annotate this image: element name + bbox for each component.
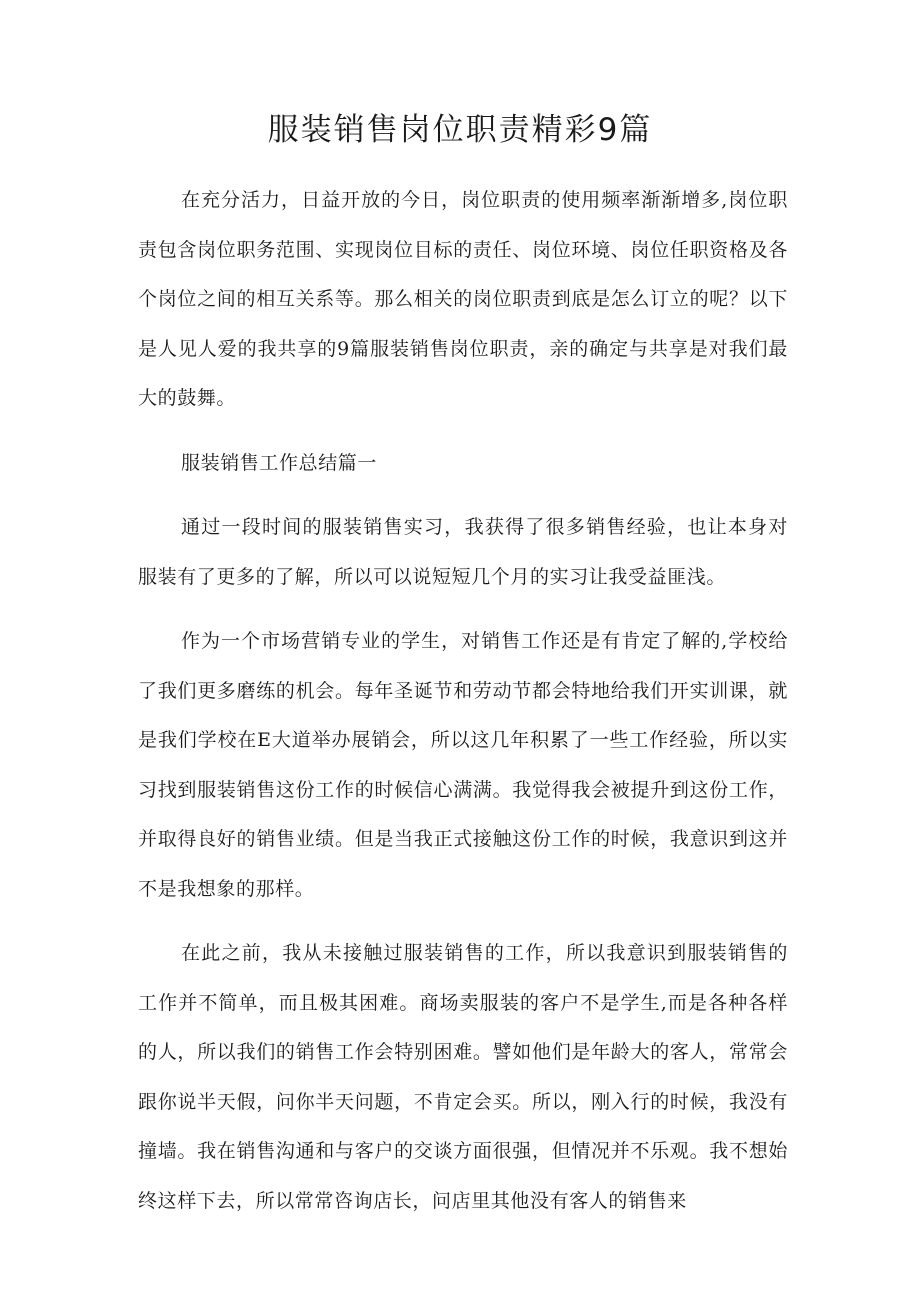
section-heading: 服装销售工作总结篇一	[181, 451, 378, 474]
paragraph-gap	[138, 488, 788, 503]
intro-paragraph: 在充分活力，日益开放的今日，岗位职责的使用频率渐渐增多,岗位职责包含岗位职务范围、实现岗位目标的责任、岗位环境、岗位任职资格及各个岗位之间的相互关系等。那么相关的岗位职责到底是怎么订立的呢？以下是人见人爱的我共享的9篇服装销售岗位职责，亲的确定与共享是对我们最大的鼓舞。	[138, 189, 788, 409]
body-paragraph-2: 作为一个市场营销专业的学生，对销售工作还是有肯定了解的,学校给了我们更多磨练的机会。每年圣诞节和劳动节都会特地给我们开实训课，就是我们学校在E大道举办展销会，所以这几年积累了一些工作经验，所以实习找到服装销售这份工作的时候信心满满。我觉得我会被提升到这份工作，并取得良好的销售业绩。但是当我正式接触这份工作的时候，我意识到这并不是我想象的那样。	[138, 630, 788, 900]
document-body	[138, 176, 788, 1226]
body-paragraph-3: 在此之前，我从未接触过服装销售的工作，所以我意识到服装销售的工作并不简单，而且极其困难。商场卖服装的客户不是学生,而是各种各样的人，所以我们的销售工作会特别困难。譬如他们是年龄大的客人，常常会跟你说半天假，问你半天问题，不肯定会买。所以，刚入行的时候，我没有撞墙。我在销售沟通和与客户的交谈方面很强，但情况并不乐观。我不想始终这样下去，所以常常咨询店长，问店里其他没有客人的销售来	[138, 942, 788, 1212]
document-title: 服装销售岗位职责精彩9篇	[267, 112, 653, 148]
paragraph-gap	[138, 602, 788, 617]
paragraph-gap	[138, 914, 788, 929]
body-paragraph-1: 通过一段时间的服装销售实习，我获得了很多销售经验，也让本身对服装有了更多的了解，所以可以说短短几个月的实习让我受益匪浅。	[138, 516, 788, 588]
paragraph-gap	[138, 424, 788, 439]
